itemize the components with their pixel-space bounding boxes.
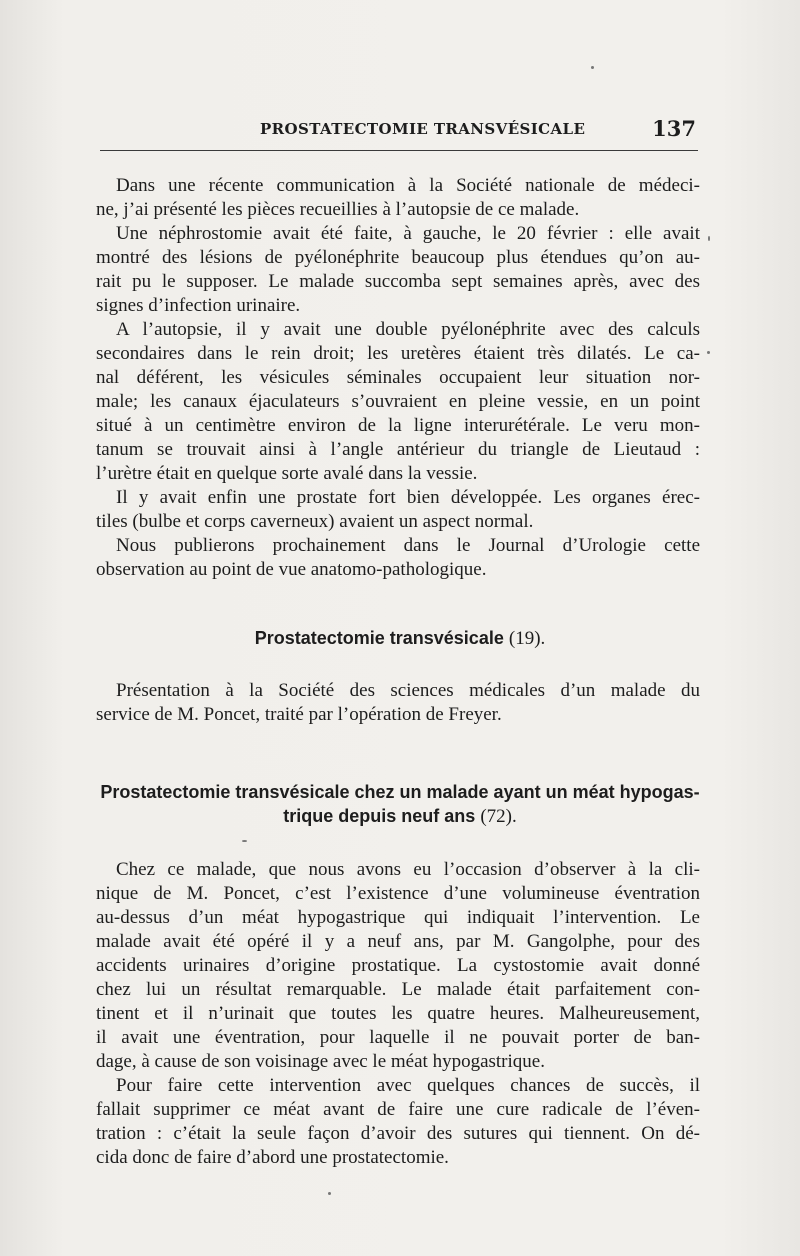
text-line: A l’autopsie, il y avait une double pyélonéphrite avec des calculs [116, 319, 700, 340]
paragraph [96, 486, 700, 534]
paragraph [96, 858, 700, 1074]
scan-speck [708, 236, 710, 241]
text-line: rait pu le supposer. Le malade succomba sept semaines après, avec des [96, 271, 700, 292]
paragraph [96, 174, 700, 222]
section-heading [90, 780, 710, 829]
text-line: Il y avait enfin une prostate fort bien développée. Les organes érec- [116, 487, 700, 508]
section-2-text [96, 679, 700, 727]
text-line: fallait supprimer ce méat avant de faire une cure radicale de l’éven- [96, 1099, 700, 1120]
text-line: nal déférent, les vésicules séminales occupaient leur situation nor- [96, 367, 700, 388]
text-line: tanum se trouvait ainsi à l’angle antérieur du triangle de Lieutaud : [96, 439, 700, 460]
heading-text: trique depuis neuf ans [283, 806, 476, 826]
scan-speck [707, 351, 710, 354]
reference-number: (19). [508, 628, 546, 649]
scan-speck [591, 66, 594, 69]
heading-text: Prostatectomie transvésicale chez un malade ayant un méat hypogas- [100, 782, 700, 802]
paragraph [96, 222, 700, 318]
paragraph [96, 534, 700, 582]
text-line: tiles (bulbe et corps caverneux) avaient un aspect normal. [96, 511, 534, 532]
scan-speck [328, 1192, 331, 1195]
paragraph [96, 318, 700, 486]
text-line: il avait une éventration, pour laquelle il ne pouvait porter de ban- [96, 1027, 700, 1048]
text-line: male; les canaux éjaculateurs s’ouvraient en pleine vessie, en un point [96, 391, 700, 412]
reference-number: (72). [480, 806, 517, 827]
text-line: secondaires dans le rein droit; les uretères étaient très dilatés. Le ca- [96, 343, 700, 364]
text-line: malade avait été opéré il y a neuf ans, par M. Gangolphe, pour des [96, 931, 700, 952]
section-3-text [96, 858, 700, 1170]
text-line: Chez ce malade, que nous avons eu l’occasion d’observer à la cli- [116, 859, 700, 880]
text-line: l’urètre était en quelque sorte avalé dans la vessie. [96, 463, 478, 484]
text-line: Pour faire cette intervention avec quelques chances de succès, il [116, 1075, 700, 1096]
text-line: service de M. Poncet, traité par l’opération de Freyer. [96, 704, 502, 725]
text-line: situé à un centimètre environ de la ligne interurétérale. Le veru mon- [96, 415, 700, 436]
text-line: tinent et il n’urinait que toutes les quatre heures. Malheureusement, [96, 1003, 700, 1024]
text-line: observation au point de vue anatomo-pathologique. [96, 559, 487, 580]
text-line: nique de M. Poncet, c’est l’existence d’une volumineuse éventration [96, 883, 700, 904]
text-line: cida donc de faire d’abord une prostatectomie. [96, 1147, 449, 1168]
text-line: dage, à cause de son voisinage avec le méat hypogastrique. [96, 1051, 545, 1072]
paragraph [96, 679, 700, 727]
text-line: accidents urinaires d’origine prostatique. La cystostomie avait donné [96, 955, 700, 976]
scan-speck [242, 840, 247, 842]
running-title: PROSTATECTOMIE TRANSVÉSICALE [260, 120, 586, 138]
text-line: Nous publierons prochainement dans le Journal d’Urologie cette [116, 535, 700, 556]
text-line: signes d’infection urinaire. [96, 295, 301, 316]
text-line: Dans une récente communication à la Société nationale de médeci- [116, 175, 700, 196]
section-top-text [96, 174, 700, 582]
page-number: 137 [652, 116, 696, 141]
text-line: Présentation à la Société des sciences médicales d’un malade du [116, 680, 700, 701]
text-line: au-dessus d’un méat hypogastrique qui indiquait l’intervention. Le [96, 907, 700, 928]
section-heading [90, 626, 710, 651]
text-line: Une néphrostomie avait été faite, à gauche, le 20 février : elle avait [116, 223, 700, 244]
text-line: chez lui un résultat remarquable. Le malade était parfaitement con- [96, 979, 700, 1000]
heading-text: Prostatectomie transvésicale [254, 628, 504, 648]
running-header [100, 118, 698, 151]
text-line: montré des lésions de pyélonéphrite beaucoup plus étendues qu’on au- [96, 247, 700, 268]
paragraph [96, 1074, 700, 1170]
text-line: tration : c’était la seule façon d’avoir des sutures qui tiennent. On dé- [96, 1123, 700, 1144]
text-line: ne, j’ai présenté les pièces recueillies à l’autopsie de ce malade. [96, 199, 580, 220]
